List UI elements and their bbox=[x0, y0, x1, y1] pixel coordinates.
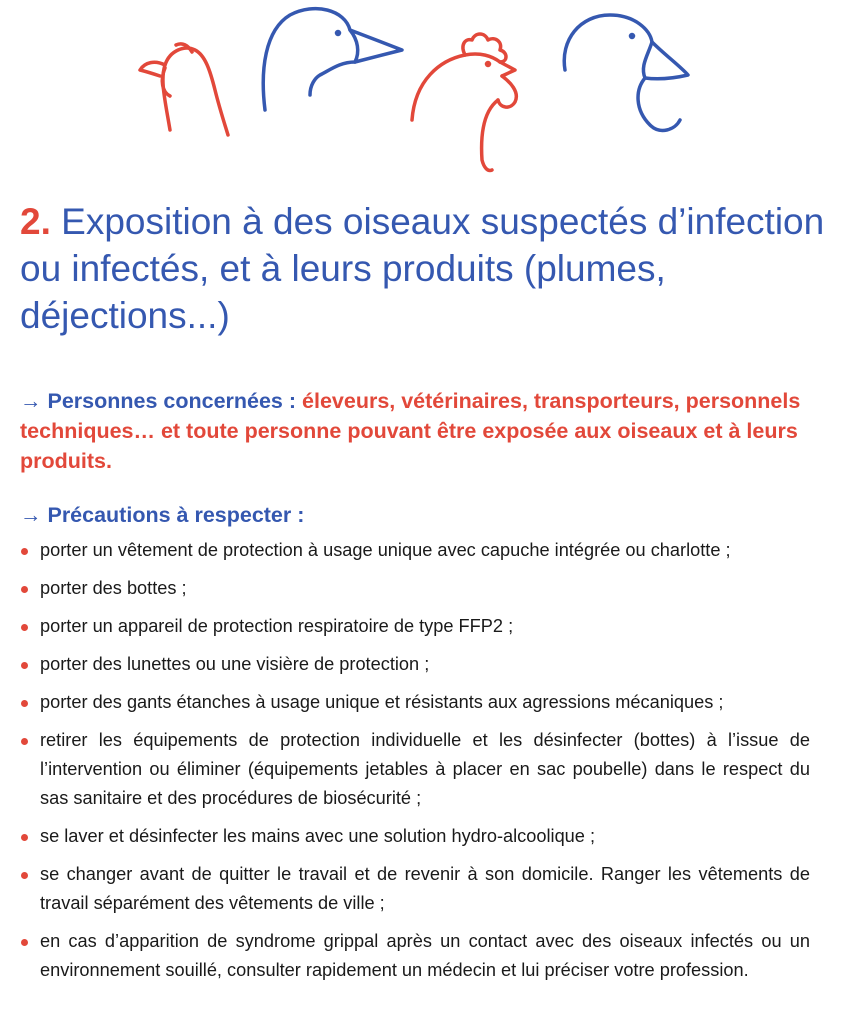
list-item-text: porter un vêtement de protection à usage unique avec capuche intégrée ou charlotte ; bbox=[40, 540, 731, 560]
bullet-icon bbox=[21, 662, 28, 669]
birds-illustration bbox=[120, 0, 720, 190]
list-item bbox=[20, 726, 810, 813]
bullet-icon bbox=[21, 624, 28, 631]
precautions-list bbox=[20, 536, 810, 994]
list-item-text: en cas d’apparition de syndrome grippal après un contact avec des oiseaux infectés ou un environnement souillé, consulter rapidement un médecin et lui préciser votre profession. bbox=[40, 931, 810, 980]
bullet-icon bbox=[21, 834, 28, 841]
list-item bbox=[20, 688, 810, 717]
list-item-text: retirer les équipements de protection individuelle et les désinfecter (bottes) à l’issue de l’intervention ou éliminer (équipements jetables à placer en sac poubelle) dans le respect du sas sanitaire et des procédures de biosécurité ; bbox=[40, 730, 810, 808]
list-item bbox=[20, 822, 810, 851]
turkey-icon bbox=[140, 44, 228, 135]
list-item bbox=[20, 927, 810, 985]
section-title-text: Exposition à des oiseaux suspectés d’infection ou infectés, et à leurs produits (plumes, déjections...) bbox=[20, 201, 825, 336]
precautions-title: → Précautions à respecter : bbox=[20, 503, 305, 527]
list-item-text: se laver et désinfecter les mains avec une solution hydro-alcoolique ; bbox=[40, 826, 596, 846]
concerned-persons bbox=[20, 386, 850, 476]
list-item-text: porter des lunettes ou une visière de protection ; bbox=[40, 654, 430, 674]
bullet-icon bbox=[21, 586, 28, 593]
list-item bbox=[20, 860, 810, 918]
concerned-value: éleveurs, vétérinaires, transporteurs, personnels techniques… et toute personne pouvant être exposée aux oiseaux et à leurs produits. bbox=[20, 389, 801, 473]
list-item-text: porter des bottes ; bbox=[40, 578, 187, 598]
bullet-icon bbox=[21, 738, 28, 745]
rooster-icon bbox=[412, 34, 516, 171]
list-item bbox=[20, 536, 810, 565]
list-item bbox=[20, 650, 810, 679]
list-item-text: porter des gants étanches à usage unique et résistants aux agressions mécaniques ; bbox=[40, 692, 724, 712]
section-title bbox=[20, 198, 850, 339]
bullet-icon bbox=[21, 548, 28, 555]
list-item-text: porter un appareil de protection respiratoire de type FFP2 ; bbox=[40, 616, 514, 636]
goose-icon bbox=[263, 9, 402, 110]
duck-icon bbox=[564, 15, 688, 130]
list-item bbox=[20, 612, 810, 641]
concerned-label: → Personnes concernées : bbox=[20, 389, 297, 413]
bullet-icon bbox=[21, 872, 28, 879]
section-number: 2. bbox=[20, 201, 51, 242]
list-item bbox=[20, 574, 810, 603]
bullet-icon bbox=[21, 939, 28, 946]
list-item-text: se changer avant de quitter le travail et de revenir à son domicile. Ranger les vêtements de travail séparément des vêtements de ville ; bbox=[40, 864, 810, 913]
bullet-icon bbox=[21, 700, 28, 707]
